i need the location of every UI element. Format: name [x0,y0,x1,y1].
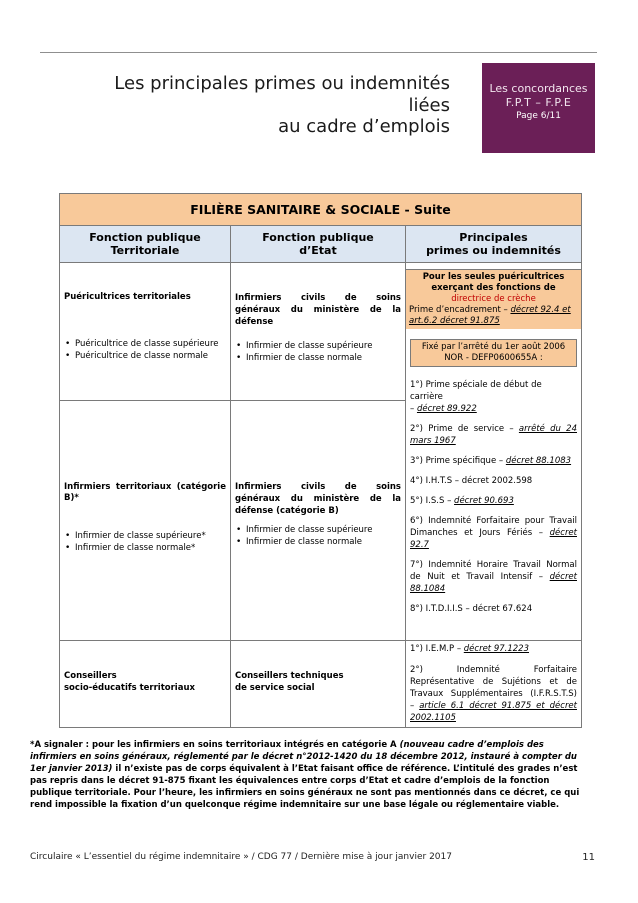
row2-fpe-line-1: Infirmiers civils de soins [235,482,401,492]
row1-fpe-grades [235,341,401,364]
prime-2 [410,423,577,447]
prime-cs-2-dash: – [410,701,420,711]
prime-2-ref-b: mars 1967 [410,436,456,446]
box2-line-1: Fixé par l’arrêté du 1er août 2006 [421,342,566,352]
header-fpe-line-1: Fonction publique [262,231,374,244]
box1-line-4b: décret 92.4 et [510,305,571,315]
row2-fpt-line-1: Infirmiers territoriaux (catégorie [64,482,226,492]
list-item: • Infirmier de classe normale* [75,543,226,555]
prime-6-line-2 [410,527,577,539]
row2-fpt-grades [64,531,226,554]
prime-cs-1 [410,643,577,655]
row2-fpe-line-2: généraux du ministère de la [235,494,401,504]
row3-fpe-title [235,670,401,694]
row2-fpe [231,401,406,641]
primes-cell [406,263,582,641]
prime-7-ref-a: décret [549,572,577,582]
prime-1 [410,379,577,415]
header-fpt-line-1: Fonction publique [89,231,201,244]
prime-cs-2-line-4 [410,700,577,712]
title-line-2: liées [408,94,450,116]
prime-cs-2-ref-b: 2002.1105 [410,713,456,723]
prime-3-ref: décret 88.1083 [505,456,572,466]
prime-7-text: de Nuit et Travail Intensif – [410,572,550,582]
row1-fpt-title: Puéricultrices territoriales [64,292,191,302]
prime-cs-2-ref-a: article 6.1 décret 91.875 et décret [419,701,577,711]
list-item: • Puéricultrice de classe supérieure [75,339,226,351]
list-item: • Infirmier de classe normale [246,537,401,549]
page-footer [30,852,595,862]
prime-2-line-1 [410,423,577,435]
footnote [30,739,590,811]
row2-fpt-line-2: B)* [64,493,79,503]
prime-5-ref: décret 90.693 [454,496,514,506]
row3-primes [406,641,582,728]
prime-7 [410,559,577,595]
prime-7-line-2 [410,571,577,583]
prime-5 [410,495,577,507]
row3-fpt-line-2: socio-éducatifs territoriaux [64,683,195,693]
row1-fpe-line-2: généraux du ministère de la [235,305,401,315]
prime-cs-2-line-3: Travaux Supplémentaires (I.F.R.S.T.S) [410,689,577,699]
prime-cs-2-line-1: 2°) Indemnité Forfaitaire [410,665,577,675]
prime-3 [410,455,577,467]
prime-1-ref: décret 89.922 [416,404,477,414]
prime-6-ref-a: décret [549,528,577,538]
row3-fpt [60,641,231,728]
badge-page: Page 6/11 [516,111,561,121]
row3-fpe-line-2: de service social [235,683,315,693]
row1-fpt-grades [64,339,226,362]
list-item: • Infirmier de classe supérieure [246,341,401,353]
header-primes-line-2: primes ou indemnités [426,244,561,257]
row1-fpe-title [235,292,401,328]
row1-fpe-line-1: Infirmiers civils de soins [235,293,401,303]
list-item: • Infirmier de classe supérieure* [75,531,226,543]
header-primes [406,226,582,263]
puericultrices-box [406,269,581,329]
prime-cs-2 [410,664,577,724]
prime-cs-1-text: 1°) I.E.M.P – [410,644,464,654]
prime-1-text: 1°) Prime spéciale de début de carrière [410,380,542,402]
prime-4: 4°) I.H.T.S – décret 2002.598 [410,476,533,486]
box1-line-1: Pour les seules puéricultrices [422,272,565,282]
prime-7-ref-b: 88.1084 [410,584,446,594]
box2-line-2: NOR - DEFP0600655A : [444,353,543,363]
prime-5-text: 5°) I.S.S – [410,496,455,506]
row2-fpt-title [64,481,226,503]
prime-cs-2-line-2: Représentative de Sujétions et de [410,677,577,687]
prime-2-ref-a: arrêté du 24 [518,424,577,434]
row2-fpt [60,401,231,641]
box1-line-2: exerçant des fonctions de [431,283,556,293]
list-item: • Puéricultrice de classe normale [75,351,226,363]
header-fpe-line-2: d’Etat [299,244,337,257]
row2-fpe-grades [235,525,401,548]
prime-2-text: 2°) Prime de service – [410,424,519,434]
arrete-box [410,339,577,367]
header-fpt-line-2: Territoriale [110,244,180,257]
box1-line-5: art.6.2 décret 91.875 [409,316,500,326]
footnote-part-b: (nouveau cadre d’emplois des infirmiers en soins généraux, réglementé par le décret n°2012-1420 du 18 décembre 2012, instauré à compter du 1er janvier 2013) [30,740,577,774]
title-line-3: au cadre d’emplois [278,116,450,137]
box1-line-4a: Prime d’encadrement – [409,305,511,315]
row3-fpt-title [64,670,226,694]
box1-line-3: directrice de crèche [451,294,536,304]
badge-line-2: F.P.T – F.P.E [505,96,572,109]
header-rule [40,52,597,53]
badge-line-1: Les concordances [489,82,588,95]
box1-line-4 [409,305,578,316]
row1-fpe [231,263,406,401]
footer-text: Circulaire « L’essentiel du régime indemnitaire » / CDG 77 / Dernière mise à jour janvier 2017 [30,852,452,862]
filiere-heading: FILIÈRE SANITAIRE & SOCIALE - Suite [60,194,582,226]
row1-fpe-line-3: défense [235,317,274,327]
header-fpe [231,226,406,263]
prime-6 [410,515,577,551]
prime-1-dash: – [410,404,417,414]
prime-6-ref-b: 92.7 [410,540,429,550]
concordance-table [59,193,582,728]
concordance-badge [482,63,595,153]
list-item: • Infirmier de classe supérieure [246,525,401,537]
prime-8: 8°) I.T.D.I.I.S – décret 67.624 [410,604,533,614]
row2-fpe-title [235,481,401,517]
page-number: 11 [582,852,595,863]
row2-fpe-line-3: défense (catégorie B) [235,506,339,516]
header-primes-line-1: Principales [459,231,528,244]
footnote-part-a: *A signaler : pour les infirmiers en soins territoriaux intégrés en catégorie A [30,740,400,750]
footnote-part-c: il n’existe pas de corps équivalent à l’Etat faisant office de référence. L’intitulé des grades n’est pas repris dans le décret 91-875 fixant les équivalences entre corps d’Etat et cadre d’emplois de la fonction publique territoriale. Pour l’heure, les infirmiers en soins généraux ne sont pas mentionnés dans ce décret, ce qui rend impossible la fixation d’un quelconque régime indemnitaire sur une base légale ou réglementaire viable. [30,764,580,810]
list-item: • Infirmier de classe normale [246,353,401,365]
page-title [50,73,450,138]
row3-fpe [231,641,406,728]
prime-cs-1-ref: décret 97.1223 [463,644,529,654]
row1-fpt [60,263,231,401]
row3-fpe-line-1: Conseillers techniques [235,671,344,681]
prime-7-line-1: 7°) Indemnité Horaire Travail Normal [410,560,577,570]
header-fpt [60,226,231,263]
row3-fpt-line-1: Conseillers [64,671,117,681]
title-line-1: Les principales primes ou indemnités [114,73,450,94]
prime-6-text: Dimanches et Jours Fériés – [410,528,550,538]
prime-3-text: 3°) Prime spécifique – [410,456,506,466]
prime-6-line-1: 6°) Indemnité Forfaitaire pour Travail [410,516,577,526]
